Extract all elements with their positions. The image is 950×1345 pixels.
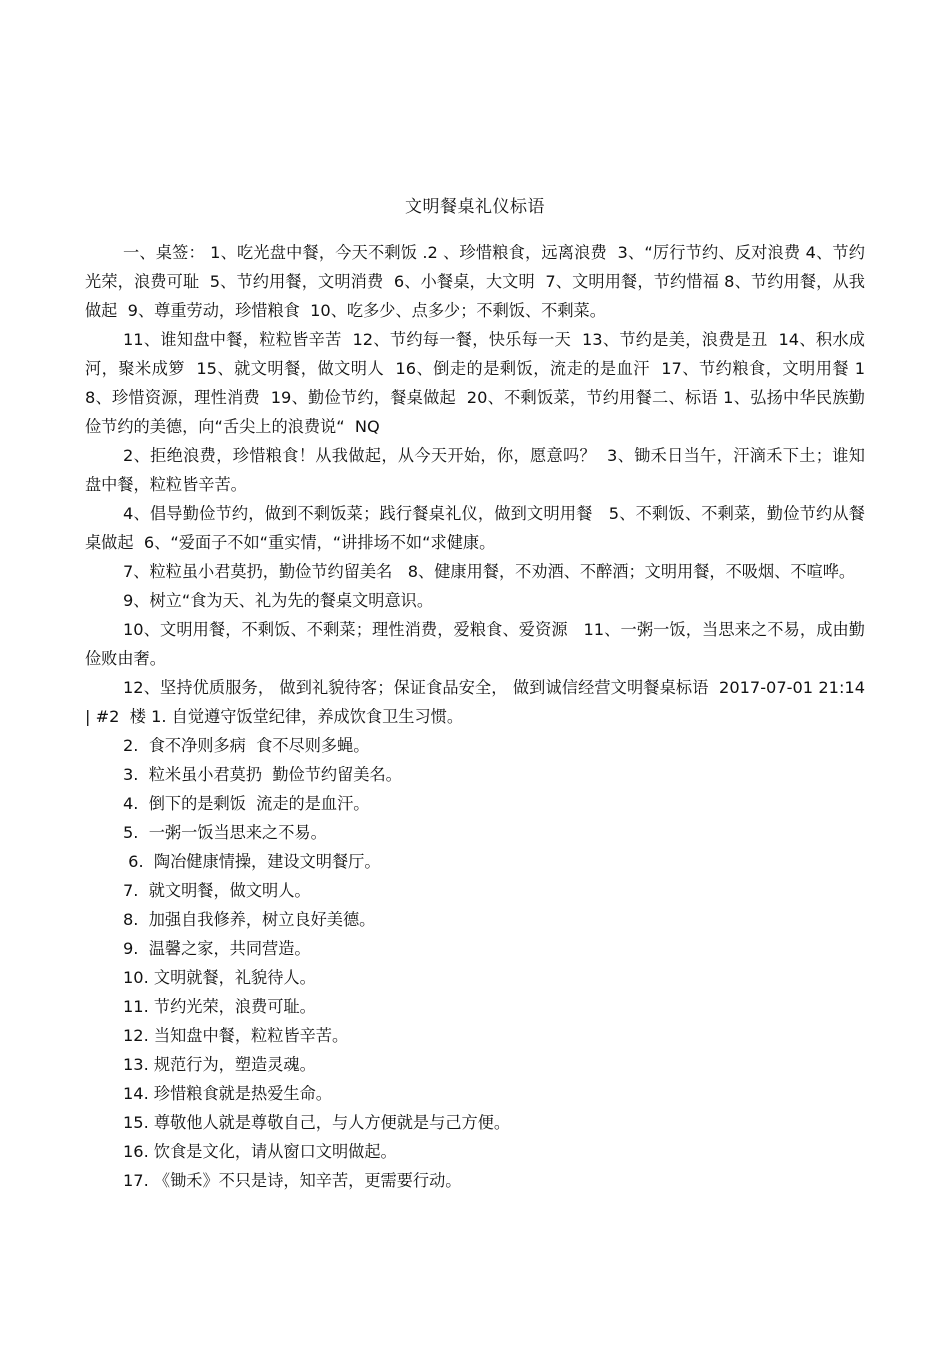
list-item: 7. 就文明餐，做文明人。: [123, 881, 311, 900]
paragraph-2: 11、谁知盘中餐，粒粒皆辛苦 12、节约每一餐，快乐每一天 13、节约是美，浪费是丑 14、积水成河，聚米成箩 15、就文明餐，做文明人 16、倒走的是剩饭，流走的是血汗 17、节约粮食，文明用餐 18、珍惜资源，理性消费 19、勤俭节约，餐桌做起 20、不剩饭菜，节约用餐二、标语 1、弘扬中华民族勤俭节约的美德，向“舌尖上的浪费说“ NQ: [85, 330, 865, 436]
list-item: 16. 饮食是文化，请从窗口文明做起。: [123, 1142, 397, 1161]
list-item: 9. 温馨之家，共同营造。: [123, 939, 311, 958]
list-item: 10. 文明就餐，礼貌待人。: [123, 968, 316, 987]
list-item: 17. 《锄禾》不只是诗，知辛苦，更需要行动。: [123, 1171, 462, 1190]
list-item: 5. 一粥一饭当思来之不易。: [123, 823, 327, 842]
list-item: 13. 规范行为，塑造灵魂。: [123, 1055, 316, 1074]
list-item: 11. 节约光荣，浪费可耻。: [123, 997, 316, 1016]
paragraph-7: 10、文明用餐，不剩饭、不剩菜；理性消费，爱粮食、爱资源 11、一粥一饭，当思来之不易，成由勤俭败由奢。: [85, 620, 865, 668]
paragraph-1: 一、桌签： 1、吃光盘中餐，今天不剩饭 .2 、珍惜粮食，远离浪费 3、“厉行节约、反对浪费 4、节约光荣，浪费可耻 5、节约用餐，文明消费 6、小餐桌，大文明 7、文明用餐，节约惜福 8、节约用餐，从我做起 9、尊重劳动，珍惜粮食 10、吃多少、点多少；不剩饭、不剩菜。: [85, 243, 865, 320]
list-item: 2. 食不净则多病 食不尽则多蝇。: [123, 736, 370, 755]
list-item: 15. 尊敬他人就是尊敬自己，与人方便就是与己方便。: [123, 1113, 511, 1132]
paragraph-4: 4、倡导勤俭节约，做到不剩饭菜；践行餐桌礼仪，做到文明用餐 5、不剩饭、不剩菜，勤俭节约从餐桌做起 6、“爱面子不如“重实情，“讲排场不如“求健康。: [85, 504, 865, 552]
list-item: 12. 当知盘中餐，粒粒皆辛苦。: [123, 1026, 349, 1045]
paragraph-8: 12、坚持优质服务， 做到礼貌待客；保证食品安全， 做到诚信经营文明餐桌标语 2017-07-01 21:14 | #2 楼 1. 自觉遵守饭堂纪律，养成饮食卫生习惯。: [85, 678, 871, 726]
list-item: 6. 陶冶健康情操，建设文明餐厅。: [123, 852, 381, 871]
list-item: 8. 加强自我修养，树立良好美德。: [123, 910, 376, 929]
list-item: 4. 倒下的是剩饭 流走的是血汗。: [123, 794, 370, 813]
slogan-list: [85, 731, 865, 1195]
paragraph-3: 2、拒绝浪费，珍惜粮食！从我做起，从今天开始，你，愿意吗？ 3、锄禾日当午，汗滴禾下土；谁知盘中餐，粒粒皆辛苦。: [85, 446, 865, 494]
list-item: 14. 珍惜粮食就是热爱生命。: [123, 1084, 332, 1103]
paragraph-6: 9、树立“食为天、礼为先的餐桌文明意识。: [123, 591, 434, 610]
document-body: [85, 238, 871, 1195]
paragraph-5: 7、粒粒虽小君莫扔，勤俭节约留美名 8、健康用餐，不劝酒、不醉酒；文明用餐，不吸烟、不喧哗。: [123, 562, 856, 581]
page-title: 文明餐桌礼仪标语: [405, 197, 545, 217]
list-item: 3. 粒米虽小君莫扔 勤俭节约留美名。: [123, 765, 402, 784]
